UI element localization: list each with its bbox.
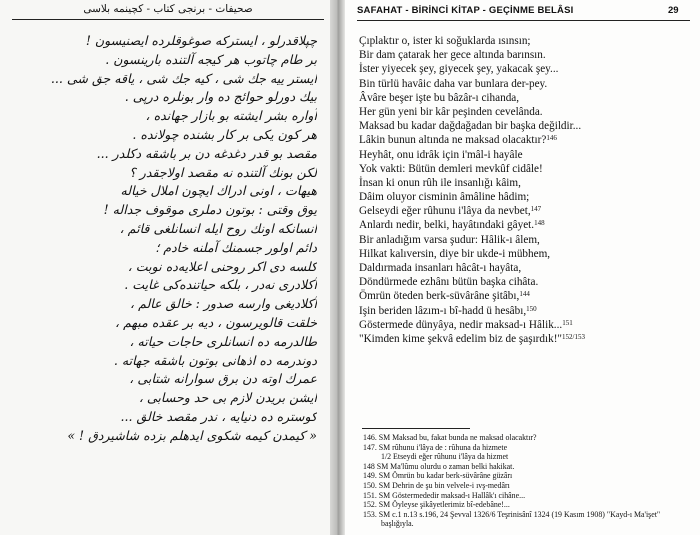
ottoman-verse-line: آواره بشر ايشته بو بازار جهانده ، <box>145 108 317 124</box>
poem-line <box>359 133 689 147</box>
poem-line <box>359 190 689 204</box>
footnote-ref: 152/153 <box>562 332 585 341</box>
ottoman-verse-line: « كيمدن كيمه شكوى ايدهلم بزده شاشيردق ! » <box>67 427 317 443</box>
poem-line <box>359 105 689 119</box>
footnote: 150. SM Dehrin de şu bin velvele-i ıvş-medârı <box>363 480 510 490</box>
footnote: 153. SM c.1 n.13 s.196, 24 Şevval 1326/6 Teşrinisânî 1324 (19 Kasım 1908) "Kayd-ı Ma'işet" <box>363 509 661 519</box>
poem-line <box>359 148 689 162</box>
footnote: 146. SM Maksad bu, fakat bunda ne maksad olacaktır? <box>363 433 537 442</box>
right-header-rule <box>357 20 690 21</box>
footnote: 152. SM Öyleyse şikâyetlerimiz bî-edebâne!... <box>363 500 510 510</box>
footnote: 148 SM Ma'lûmu olurdu o zaman belki hakikat. <box>363 461 515 471</box>
ottoman-verse-line: لكن بونك آلتنده نه مقصد اولاجقدر ؟ <box>129 164 317 180</box>
poem-line <box>359 233 689 247</box>
ottoman-verse-line: آكلادرى نه‌در ، بلكه حياتنده‌كى غايت . <box>124 277 317 293</box>
poem-line-text: Lâkin bunun altında ne maksad olacaktır? <box>359 134 547 147</box>
footnote-ref: 148 <box>534 219 545 228</box>
poem-line <box>359 261 689 275</box>
left-header-rule <box>12 19 324 20</box>
poem-line-text: İnsan ki onun rûh ile insanlığı kâim, <box>359 176 521 189</box>
footnote-ref: 150 <box>526 304 537 313</box>
poem-line <box>359 48 689 62</box>
poem-line <box>359 304 689 318</box>
ottoman-verse-line: بيك دورلو حوائج ده وار بونلره درپى . <box>124 89 317 105</box>
poem-line-text: Işin beriden lâzım-ı bî-hadd ü hesâbı, <box>359 304 527 317</box>
footnote-ref: 147 <box>530 205 542 214</box>
poem-line-text: Hilkat kalıversin, diye bir ukde-i mübhem, <box>359 247 551 260</box>
footnotes <box>363 433 693 529</box>
ottoman-verse-line: ايستر ييه جك شى ، كيه جك شى ، ياقه جق شى ... <box>50 70 317 86</box>
ottoman-verse-line: هيهات ، اونى ادراك ايچون املال خياله <box>120 183 317 199</box>
ottoman-verse-line: مقصد بو قدر دغدغه دن بر باشقه دكلدر ... <box>96 145 317 161</box>
poem-line-text: Âvâre beşer işte bu bâzâr-ı cihanda, <box>359 91 520 104</box>
ottoman-verse-list <box>12 32 317 446</box>
poem-line <box>359 176 689 190</box>
ottoman-verse-line: عمرك اوته دن برق سوارانه شتابى ، <box>129 371 317 387</box>
book-gutter <box>330 0 345 535</box>
ottoman-verse-line: كوستره ده دنيايه ، ندر مقصد خالق ... <box>120 408 317 424</box>
poem-line-text: Maksad bu kadar dağdağadan bir başka değildir... <box>359 120 582 133</box>
ottoman-verse-line: انسانكه اونك روح ايله انسانلغى قائم ، <box>119 220 317 236</box>
ottoman-verse-line: دوندرمه ده اذهانى بوتون باشقه جهاته . <box>113 352 317 368</box>
footnote: 147. SM rûhunu i'lâya de : rûhuna da hizmete <box>363 442 508 452</box>
footnote-ref: 151 <box>562 318 573 327</box>
ottoman-verse-line: بر طام چاتوب هر كيجه آلتنده بارينسون . <box>105 51 317 67</box>
footnote: başlığıyla. <box>381 519 414 529</box>
poem-line <box>359 162 689 176</box>
right-page-header: SAFAHAT - BİRİNCİ KİTAP - GEÇİNME BELÂSI <box>357 5 574 16</box>
ottoman-verse-line: دائم اولور جسمنك آملنه خادم ؛ <box>155 239 317 255</box>
ottoman-verse-line: ايشن بريدن لازم بى حد وحسابى ، <box>138 390 317 406</box>
poem-line <box>359 275 689 289</box>
poem-line-text: "Kimden kime şekvâ edelim biz de şaşırdık!" <box>359 332 562 345</box>
poem-line <box>359 218 689 232</box>
left-page-header: صحيفات - برنجى كتاب - كچينمه بلاسى <box>83 3 253 15</box>
poem-line <box>359 247 689 261</box>
footnote: 149. SM Ömrün bu kadar berk-süvârâne güzârı <box>363 471 513 481</box>
poem-line-text: Dâim oluyor cisminin âmâline hâdim; <box>359 191 530 204</box>
footnote: 151. SM Göstermededir maksad-ı Hallâk'ı cihâne... <box>363 490 526 500</box>
poem-line-text: İster yiyecek şey, giyecek şey, yakacak şey... <box>359 63 559 76</box>
poem-text <box>359 34 689 346</box>
poem-line-text: Anlardı nedir, belki, hayâtındaki gâyet. <box>359 219 535 232</box>
poem-line <box>359 91 689 105</box>
poem-line-text: Döndürmede ezhânı bütün başka cihâta. <box>359 276 539 289</box>
ottoman-verse-line: آكلاديغى وارسه صدور : خالق عالم ، <box>130 296 317 312</box>
footnote-ref: 146 <box>546 134 557 143</box>
footnote: 1/2 Etseydi eğer rûhunu i'lâya da hizmet <box>381 452 509 462</box>
footnote-ref: 144 <box>519 290 530 299</box>
footnote-separator <box>362 428 470 429</box>
poem-line-text: Gelseydi eğer rûhunu i'lâya da nevbet, <box>359 205 531 218</box>
poem-line <box>359 318 689 332</box>
poem-line-text: Göstermede dünyâya, nedir maksad-ı Hâlik... <box>359 318 563 331</box>
poem-line <box>359 119 689 133</box>
poem-line-text: Daldırmada insanları hâcât-ı hayâta, <box>359 262 522 274</box>
poem-line <box>359 289 689 303</box>
poem-line <box>359 34 689 48</box>
ottoman-verse-line: كلسه دى اكر روحنى اعلايه‌ده نوبت ، <box>127 258 317 274</box>
ottoman-verse-line: هر كون يكى بر كار بشنده چولانده . <box>132 126 317 142</box>
poem-line <box>359 77 689 91</box>
ottoman-verse-line: يوق وقتى : بوتون دملرى موقوف جداله ! <box>103 202 317 218</box>
poem-line-text: Bir dam çatarak her gece altında barınsın. <box>359 49 546 62</box>
poem-line-text: Yok vakti: Bütün demleri mevkûf cidâle! <box>359 162 543 175</box>
poem-line <box>359 62 689 76</box>
poem-line-text: Heyhât, onu idrâk için i'mâl-i hayâle <box>359 148 523 161</box>
poem-line-text: Çıplaktır o, ister ki soğuklarda ısınsın; <box>359 35 531 47</box>
poem-line <box>359 204 689 218</box>
poem-line-text: Ömrün öteden berk-süvârâne şitâbı, <box>359 290 520 303</box>
poem-line <box>359 332 689 346</box>
poem-line-text: Bir anladığım varsa şudur: Hâlik-ı âlem, <box>359 233 540 246</box>
ottoman-verse-line: خلقت قالويرسون ، ديه بر عقده مبهم ، <box>115 314 317 330</box>
ottoman-verse-line: طالدرمه ده انسانلرى حاجات حياته ، <box>129 333 317 349</box>
ottoman-verse-line: چپلاقدرلو ، ايستركه صوغوقلرده ايصنيسون ! <box>85 33 317 48</box>
page-number: 29 <box>668 5 679 16</box>
poem-line-text: Bin türlü havâic daha var bunlara der-pey. <box>359 77 548 90</box>
poem-line-text: Her gün yeni bir kâr peşinden cevelânda. <box>359 105 543 118</box>
